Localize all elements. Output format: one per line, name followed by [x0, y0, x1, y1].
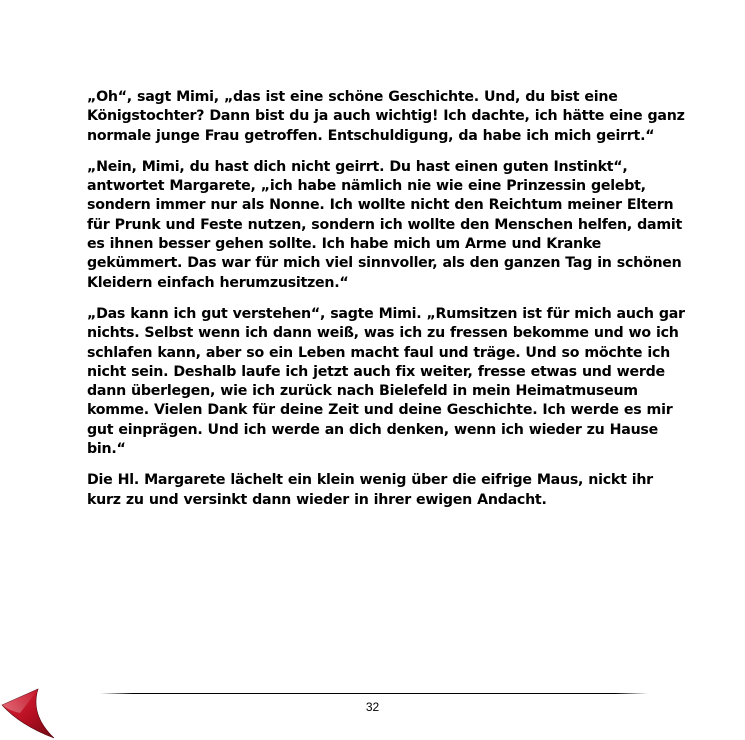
paragraph-4: Die Hl. Margarete lächelt ein klein wenig über die eifrige Maus, nickt ihr kurz zu und versinkt dann wieder in ihrer ewigen Andacht.	[87, 472, 653, 508]
page-body	[87, 88, 687, 522]
paragraph-1: „Oh“, sagt Mimi, „das ist eine schöne Geschichte. Und, du bist eine Königstochter? Dann bist du ja auch wichtig! Ich dachte, ich hätte eine ganz normale junge Frau getroffen. Entschuldigung, da habe ich mich geirrt.“	[87, 89, 685, 144]
footer-divider	[100, 693, 648, 694]
paragraph-3: „Das kann ich gut verstehen“, sagte Mimi. „Rumsitzen ist für mich auch gar nichts. Selbst wenn ich dann weiß, was ich zu fressen bekomme und wo ich schlafen kann, aber so ein Leben macht faul und träge. Und so möchte ich nicht sein. Deshalb laufe ich jetzt auch fix weiter, fresse etwas und werde dann überlegen, wie ich zurück nach Bielefeld in mein Heimatmuseum komme. Vielen Dank für deine Zeit und deine Geschichte. Ich werde es mir gut einprägen. Und ich werde an dich denken, wenn ich wieder zu Hause bin.“	[87, 305, 685, 458]
paragraph-2: „Nein, Mimi, du hast dich nicht geirrt. Du hast einen guten Instinkt“, antwortet Margarete, „ich habe nämlich nie wie eine Prinzessin gelebt, sondern immer nur als Nonne. Ich wollte nicht den Reichtum meiner Eltern für Prunk und Feste nutzen, sondern ich wollte den Menschen helfen, damit es ihnen besser gehen sollte. Ich habe mich um Arme und Kranke gekümmert. Das war für mich viel sinnvoller, als den ganzen Tag in schönen Kleidern einfach herumzusitzen.“	[87, 158, 683, 291]
page-number: 32	[365, 700, 380, 714]
page-curl-icon[interactable]	[0, 685, 58, 740]
